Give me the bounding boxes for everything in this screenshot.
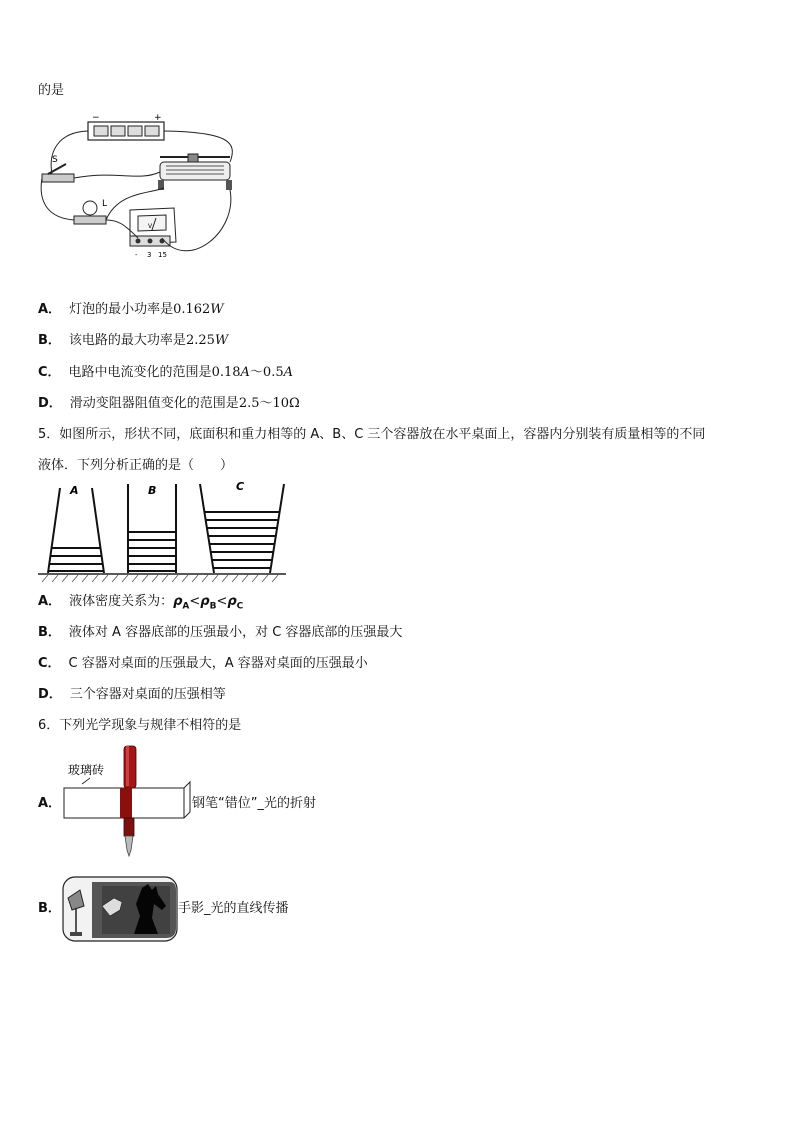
option-label: B． <box>38 625 61 640</box>
voltmeter-minus: - <box>135 251 138 259</box>
container-a <box>48 484 104 573</box>
option-sep: ～ <box>249 365 263 380</box>
option-label: C． <box>38 656 61 671</box>
option-label: A． <box>38 302 62 317</box>
option-text: 灯泡的最小功率是 <box>69 302 174 317</box>
option-value: 0.18 <box>211 365 241 380</box>
lamp-label: L <box>102 199 108 209</box>
q5-option-c <box>38 655 368 673</box>
container-c-label: C <box>236 480 245 493</box>
option-label: C． <box>38 365 61 380</box>
option-unit: W <box>210 302 224 317</box>
container-a-label: A <box>70 484 79 497</box>
q5-option-d <box>38 686 226 704</box>
q5-option-b <box>38 624 402 642</box>
option-value: 2.5～10Ω <box>238 396 300 411</box>
voltmeter-3: 3 <box>147 251 152 259</box>
option-label: D． <box>38 396 62 411</box>
hand-shadow-figure <box>62 876 178 942</box>
switch-label: S <box>52 155 58 165</box>
option-text: 滑动变阻器阻值变化的范围是 <box>69 396 239 411</box>
option-label: A． <box>38 594 62 609</box>
container-b <box>128 484 176 573</box>
container-c <box>200 480 284 573</box>
option-value: 2.25 <box>185 333 215 348</box>
q6-option-a-label: A． <box>38 796 62 811</box>
option-unit: W <box>214 333 229 348</box>
lt: < <box>189 594 201 609</box>
option-value: 0.162 <box>173 302 211 317</box>
rho-sub: B <box>209 601 217 612</box>
q4-option-d <box>38 395 300 413</box>
q5-stem-line1: 5．如图所示，形状不同，底面积和重力相等的 A、B、C 三个容器放在水平桌面上，容器内分别装有质量相等的不同 <box>38 427 706 442</box>
voltmeter-15: 15 <box>158 251 167 259</box>
containers-figure <box>38 480 288 584</box>
option-label: D． <box>38 687 62 702</box>
glass-block-label: 玻璃砖 <box>68 763 105 777</box>
q5-stem-line2: 液体．下列分析正确的是（ ） <box>38 458 234 473</box>
circuit-diagram <box>38 112 238 270</box>
option-text: 该电路的最大功率是 <box>68 333 186 348</box>
voltmeter <box>130 208 176 259</box>
switch <box>42 155 74 182</box>
option-text: C 容器对桌面的压强最大，A 容器对桌面的压强最小 <box>68 656 368 671</box>
battery <box>88 113 164 140</box>
rho-sub: C <box>236 601 244 612</box>
battery-plus-label: + <box>154 113 162 123</box>
option-label: B． <box>38 333 61 348</box>
q4-option-b <box>38 332 228 350</box>
lamp <box>74 199 107 224</box>
q5-option-a <box>38 593 243 616</box>
rho: ρ <box>200 594 210 609</box>
q4-option-a <box>38 301 224 319</box>
q6-option-b-label: B． <box>38 901 61 916</box>
q6-option-a-caption: 钢笔“错位”_光的折射 <box>192 796 316 811</box>
option-text: 电路中电流变化的范围是 <box>68 365 212 380</box>
q4-option-c <box>38 364 293 382</box>
rho-sub: A <box>182 601 190 612</box>
lt: < <box>216 594 228 609</box>
container-b-label: B <box>148 484 157 497</box>
option-text: 液体密度关系为： <box>69 594 174 609</box>
option-value2: 0.5 <box>262 365 284 380</box>
option-text: 三个容器对桌面的压强相等 <box>69 687 226 702</box>
option-unit: A <box>240 365 250 380</box>
battery-minus-label: − <box>92 113 100 123</box>
q6-option-b-caption: 手影_光的直线传播 <box>178 901 289 916</box>
rheostat <box>158 154 232 190</box>
rho: ρ <box>227 594 237 609</box>
q4-stem-tail: 的是 <box>38 83 65 98</box>
option-text: 液体对 A 容器底部的压强最小，对 C 容器底部的压强最大 <box>68 625 403 640</box>
voltmeter-symbol: V <box>148 223 153 230</box>
glass-block-pen-figure <box>60 742 192 866</box>
rho: ρ <box>173 594 183 609</box>
q6-stem: 6．下列光学现象与规律不相符的是 <box>38 718 242 733</box>
option-unit2: A <box>283 365 293 380</box>
